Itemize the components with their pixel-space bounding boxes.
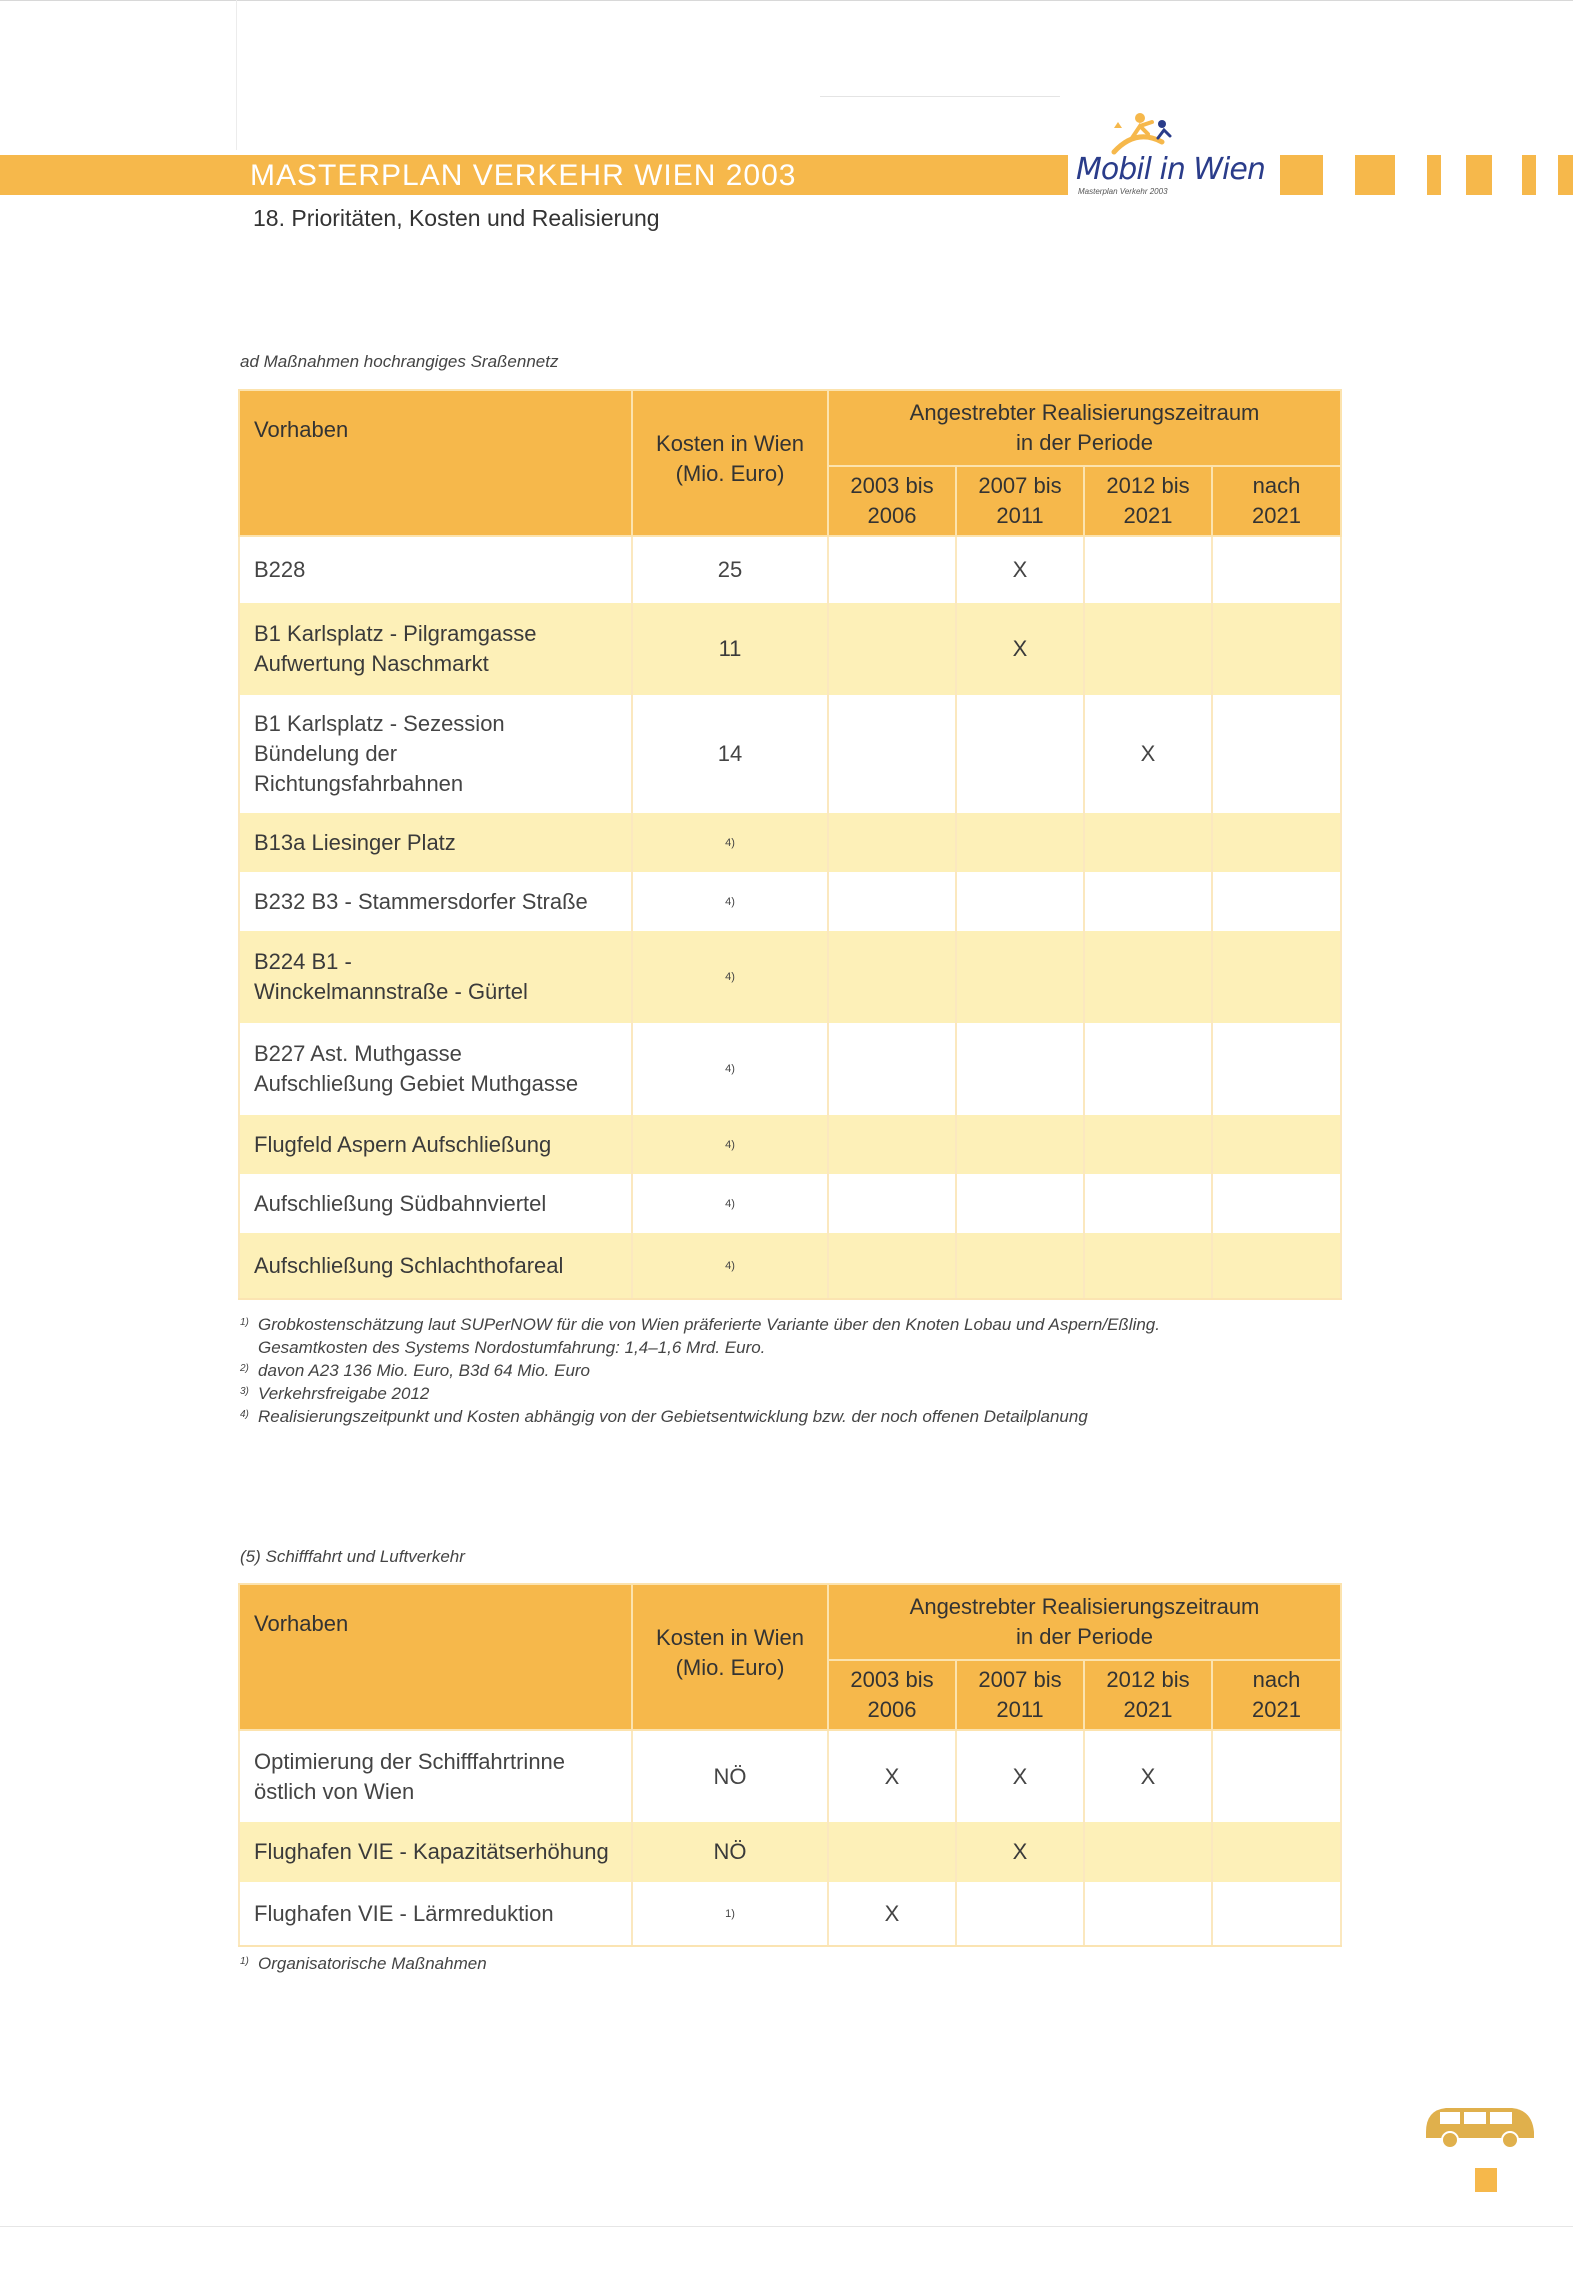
cell-period-p1 bbox=[828, 1115, 956, 1174]
cell-vorhaben bbox=[239, 603, 632, 695]
cell-kosten bbox=[632, 536, 828, 603]
cell-vorhaben-line: B227 Ast. Muthgasse bbox=[254, 1041, 462, 1066]
footnote bbox=[240, 1359, 1160, 1382]
table-row bbox=[239, 813, 1341, 872]
footnote bbox=[240, 1952, 487, 1975]
cell-period-p2 bbox=[956, 813, 1084, 872]
cell-period-p1 bbox=[828, 813, 956, 872]
cell-period-p4 bbox=[1212, 1882, 1341, 1946]
cell-period-p3 bbox=[1084, 1822, 1212, 1882]
cell-vorhaben-line: östlich von Wien bbox=[254, 1778, 415, 1804]
cell-vorhaben bbox=[239, 813, 632, 872]
cell-vorhaben bbox=[239, 1233, 632, 1299]
table-row bbox=[239, 1023, 1341, 1115]
cell-vorhaben-line: B228 bbox=[254, 557, 306, 582]
cell-period-p3: X bbox=[1084, 1730, 1212, 1822]
cell-kosten bbox=[632, 813, 828, 872]
table-row bbox=[239, 695, 1341, 813]
cell-period-p3 bbox=[1084, 1174, 1212, 1233]
table-row bbox=[239, 1882, 1341, 1946]
cell-period-p4 bbox=[1212, 603, 1341, 695]
cell-period-p4 bbox=[1212, 536, 1341, 603]
cell-period-p2 bbox=[956, 1174, 1084, 1233]
van-icon bbox=[1420, 2096, 1540, 2152]
col-header-kosten-line: (Mio. Euro) bbox=[675, 1655, 785, 1680]
footnote-text: Organisatorische Maßnahmen bbox=[258, 1954, 487, 1973]
cell-vorhaben bbox=[239, 1115, 632, 1174]
cell-period-p1 bbox=[828, 695, 956, 813]
table2-footnotes bbox=[240, 1952, 487, 1975]
cell-kosten bbox=[632, 1882, 828, 1946]
cell-vorhaben bbox=[239, 931, 632, 1023]
cell-kosten bbox=[632, 1730, 828, 1822]
cell-vorhaben-line: B1 Karlsplatz - Sezession bbox=[254, 711, 505, 736]
page-subtitle: 18. Prioritäten, Kosten und Realisierung bbox=[253, 205, 660, 231]
footnote-mark: 2) bbox=[240, 1363, 249, 1374]
cell-vorhaben-line: Optimierung der Schifffahrtrinne bbox=[254, 1748, 566, 1774]
header-block bbox=[1522, 155, 1536, 195]
cell-period-p1 bbox=[828, 1822, 956, 1882]
col-header-2003-2006: 2003 bis 2006 bbox=[828, 1660, 956, 1730]
table-row bbox=[239, 603, 1341, 695]
cell-period-p4 bbox=[1212, 1174, 1341, 1233]
cell-vorhaben bbox=[239, 1174, 632, 1233]
cell-period-p3 bbox=[1084, 1023, 1212, 1115]
col-header-nach-2021: nach 2021 bbox=[1212, 466, 1341, 536]
cell-vorhaben-line: B13a Liesinger Platz bbox=[254, 829, 456, 855]
cell-kosten bbox=[632, 1115, 828, 1174]
page-guide-line bbox=[236, 0, 237, 150]
col-header-period-line: Angestrebter Realisierungszeitraum bbox=[909, 1594, 1260, 1619]
cell-period-p2 bbox=[956, 1023, 1084, 1115]
cell-vorhaben-line: Bündelung der bbox=[254, 741, 398, 766]
cell-kosten-value: 4) bbox=[725, 837, 735, 850]
cell-vorhaben bbox=[239, 695, 632, 813]
cell-kosten bbox=[632, 603, 828, 695]
table-row bbox=[239, 1115, 1341, 1174]
header-title: MASTERPLAN VERKEHR WIEN 2003 bbox=[250, 159, 797, 192]
col-header-vorhaben: Vorhaben bbox=[239, 1584, 632, 1730]
cell-period-p4 bbox=[1212, 872, 1341, 931]
cell-period-p1 bbox=[828, 603, 956, 695]
header-block bbox=[1558, 155, 1573, 195]
col-header-2003-2006: 2003 bis 2006 bbox=[828, 466, 956, 536]
cell-period-p2: X bbox=[956, 1730, 1084, 1822]
cell-period-p3: X bbox=[1084, 695, 1212, 813]
cell-kosten bbox=[632, 1822, 828, 1882]
cell-period-p4 bbox=[1212, 1023, 1341, 1115]
cell-vorhaben-line: Flugfeld Aspern Aufschließung bbox=[254, 1131, 552, 1157]
cell-kosten-value: 4) bbox=[725, 1063, 735, 1076]
cell-period-p3 bbox=[1084, 1882, 1212, 1946]
cell-period-p4 bbox=[1212, 931, 1341, 1023]
footnote-text: Verkehrsfreigabe 2012 bbox=[258, 1384, 430, 1403]
col-header-period bbox=[828, 390, 1341, 466]
cell-period-p1 bbox=[828, 872, 956, 931]
col-header-period-line: in der Periode bbox=[1016, 1624, 1154, 1649]
cell-kosten-value: 11 bbox=[718, 636, 742, 661]
footnote-text: Gesamtkosten des Systems Nordostumfahrung: 1,4–1,6 Mrd. Euro. bbox=[258, 1338, 766, 1357]
col-header-nach-2021: nach 2021 bbox=[1212, 1660, 1341, 1730]
col-header-2012-2021: 2012 bis 2021 bbox=[1084, 1660, 1212, 1730]
cell-period-p1: X bbox=[828, 1882, 956, 1946]
cell-vorhaben-line: Richtungsfahrbahnen bbox=[254, 771, 464, 796]
cell-period-p4 bbox=[1212, 695, 1341, 813]
cell-period-p1 bbox=[828, 536, 956, 603]
cell-period-p3 bbox=[1084, 813, 1212, 872]
cell-kosten-value: NÖ bbox=[713, 1763, 747, 1789]
header-block bbox=[1427, 155, 1441, 195]
footnote-mark: 1) bbox=[240, 1317, 249, 1328]
cell-period-p3 bbox=[1084, 931, 1212, 1023]
header-block bbox=[1466, 155, 1492, 195]
cell-period-p4 bbox=[1212, 813, 1341, 872]
cell-vorhaben-line: Winckelmannstraße - Gürtel bbox=[254, 979, 528, 1004]
logo-subtitle: Masterplan Verkehr 2003 bbox=[1078, 187, 1168, 196]
cell-kosten bbox=[632, 1174, 828, 1233]
cell-kosten bbox=[632, 872, 828, 931]
cell-kosten-value: 4) bbox=[725, 1260, 735, 1273]
table-row bbox=[239, 1233, 1341, 1299]
cell-period-p2: X bbox=[956, 603, 1084, 695]
footnote-text: Realisierungszeitpunkt und Kosten abhängig von der Gebietsentwicklung bzw. der noch offenen Detailplanung bbox=[258, 1407, 1088, 1426]
cell-period-p2: X bbox=[956, 536, 1084, 603]
cell-kosten-value: 1) bbox=[725, 1908, 735, 1921]
cell-kosten bbox=[632, 931, 828, 1023]
cell-period-p1 bbox=[828, 931, 956, 1023]
cell-vorhaben-line: Flughafen VIE - Kapazitätserhöhung bbox=[254, 1839, 609, 1864]
col-header-period bbox=[828, 1584, 1341, 1660]
cell-vorhaben-line: Flughafen VIE - Lärmreduktion bbox=[254, 1900, 554, 1926]
cell-vorhaben-line: Aufwertung Naschmarkt bbox=[254, 651, 489, 676]
cell-vorhaben bbox=[239, 536, 632, 603]
cell-kosten bbox=[632, 695, 828, 813]
cell-period-p1: X bbox=[828, 1730, 956, 1822]
cell-vorhaben-line: Aufschließung Gebiet Muthgasse bbox=[254, 1071, 579, 1096]
table-row bbox=[239, 931, 1341, 1023]
cell-vorhaben bbox=[239, 872, 632, 931]
col-header-period-line: Angestrebter Realisierungszeitraum bbox=[909, 400, 1260, 425]
cell-kosten bbox=[632, 1023, 828, 1115]
cell-period-p4 bbox=[1212, 1233, 1341, 1299]
cell-vorhaben-line: B1 Karlsplatz - Pilgramgasse bbox=[254, 621, 537, 646]
table1-caption: ad Maßnahmen hochrangiges Sraßennetz bbox=[240, 352, 559, 371]
cell-kosten-value: NÖ bbox=[713, 1839, 747, 1864]
footnote-text: Grobkostenschätzung laut SUPerNOW für die von Wien präferierte Variante über den Knoten Lobau und Aspern/Eßling. bbox=[258, 1315, 1160, 1334]
cell-period-p1 bbox=[828, 1174, 956, 1233]
cell-kosten-value: 25 bbox=[717, 557, 743, 582]
cell-period-p3 bbox=[1084, 872, 1212, 931]
cell-period-p3 bbox=[1084, 1115, 1212, 1174]
cell-kosten-value: 14 bbox=[717, 741, 743, 766]
col-header-period-line: in der Periode bbox=[1016, 430, 1154, 455]
cell-period-p2 bbox=[956, 695, 1084, 813]
corner-block bbox=[1475, 2168, 1497, 2192]
cell-vorhaben-line: B224 B1 - bbox=[254, 949, 352, 974]
cell-period-p1 bbox=[828, 1233, 956, 1299]
logo-text: Mobil in Wien bbox=[1076, 152, 1265, 187]
cell-vorhaben bbox=[239, 1023, 632, 1115]
table-row bbox=[239, 1822, 1341, 1882]
cell-vorhaben-line: Aufschließung Südbahnviertel bbox=[254, 1190, 547, 1216]
col-header-kosten bbox=[632, 1584, 828, 1730]
cell-period-p4 bbox=[1212, 1115, 1341, 1174]
cell-period-p2 bbox=[956, 931, 1084, 1023]
cell-vorhaben bbox=[239, 1882, 632, 1946]
cell-period-p2 bbox=[956, 1115, 1084, 1174]
footnote-mark: 4) bbox=[240, 1409, 249, 1420]
cell-period-p4 bbox=[1212, 1730, 1341, 1822]
col-header-2007-2011: 2007 bis 2011 bbox=[956, 466, 1084, 536]
cell-vorhaben bbox=[239, 1822, 632, 1882]
col-header-vorhaben: Vorhaben bbox=[239, 390, 632, 536]
col-header-kosten-line: Kosten in Wien bbox=[656, 1625, 804, 1650]
table1-footnotes bbox=[240, 1313, 1160, 1428]
cell-period-p3 bbox=[1084, 1233, 1212, 1299]
table2 bbox=[238, 1583, 1342, 1947]
header-block bbox=[1355, 155, 1395, 195]
footnote bbox=[240, 1405, 1160, 1428]
cell-period-p2 bbox=[956, 872, 1084, 931]
cell-period-p2 bbox=[956, 1233, 1084, 1299]
cell-period-p2: X bbox=[956, 1822, 1084, 1882]
cell-period-p1 bbox=[828, 1023, 956, 1115]
cell-kosten-value: 4) bbox=[725, 896, 735, 909]
cell-vorhaben-line: B232 B3 - Stammersdorfer Straße bbox=[254, 888, 588, 914]
footnote bbox=[240, 1313, 1160, 1359]
col-header-kosten-line: Kosten in Wien bbox=[656, 431, 804, 456]
cell-kosten-value: 4) bbox=[725, 1139, 735, 1152]
cell-vorhaben-line: Aufschließung Schlachthofareal bbox=[254, 1252, 564, 1278]
table-row bbox=[239, 536, 1341, 603]
col-header-kosten bbox=[632, 390, 828, 536]
cell-kosten bbox=[632, 1233, 828, 1299]
footnote bbox=[240, 1382, 1160, 1405]
col-header-2007-2011: 2007 bis 2011 bbox=[956, 1660, 1084, 1730]
footnote-mark: 1) bbox=[240, 1956, 249, 1967]
logo-figures-icon bbox=[1108, 108, 1188, 158]
footnote-text: davon A23 136 Mio. Euro, B3d 64 Mio. Euro bbox=[258, 1361, 591, 1380]
col-header-kosten-line: (Mio. Euro) bbox=[675, 461, 785, 486]
cell-vorhaben bbox=[239, 1730, 632, 1822]
page-guide-line bbox=[820, 96, 1060, 97]
footnote-mark: 3) bbox=[240, 1386, 249, 1397]
col-header-2012-2021: 2012 bis 2021 bbox=[1084, 466, 1212, 536]
table1 bbox=[238, 389, 1342, 1300]
cell-kosten-value: 4) bbox=[725, 971, 735, 984]
cell-period-p4 bbox=[1212, 1822, 1341, 1882]
header-block bbox=[1283, 155, 1323, 195]
table-row bbox=[239, 1730, 1341, 1822]
table2-caption: (5) Schifffahrt und Luftverkehr bbox=[240, 1547, 465, 1566]
cell-period-p3 bbox=[1084, 603, 1212, 695]
cell-period-p3 bbox=[1084, 536, 1212, 603]
table-row bbox=[239, 1174, 1341, 1233]
page-bottom-rule bbox=[0, 2226, 1573, 2227]
cell-period-p2 bbox=[956, 1882, 1084, 1946]
table-row bbox=[239, 872, 1341, 931]
cell-kosten-value: 4) bbox=[725, 1198, 735, 1211]
